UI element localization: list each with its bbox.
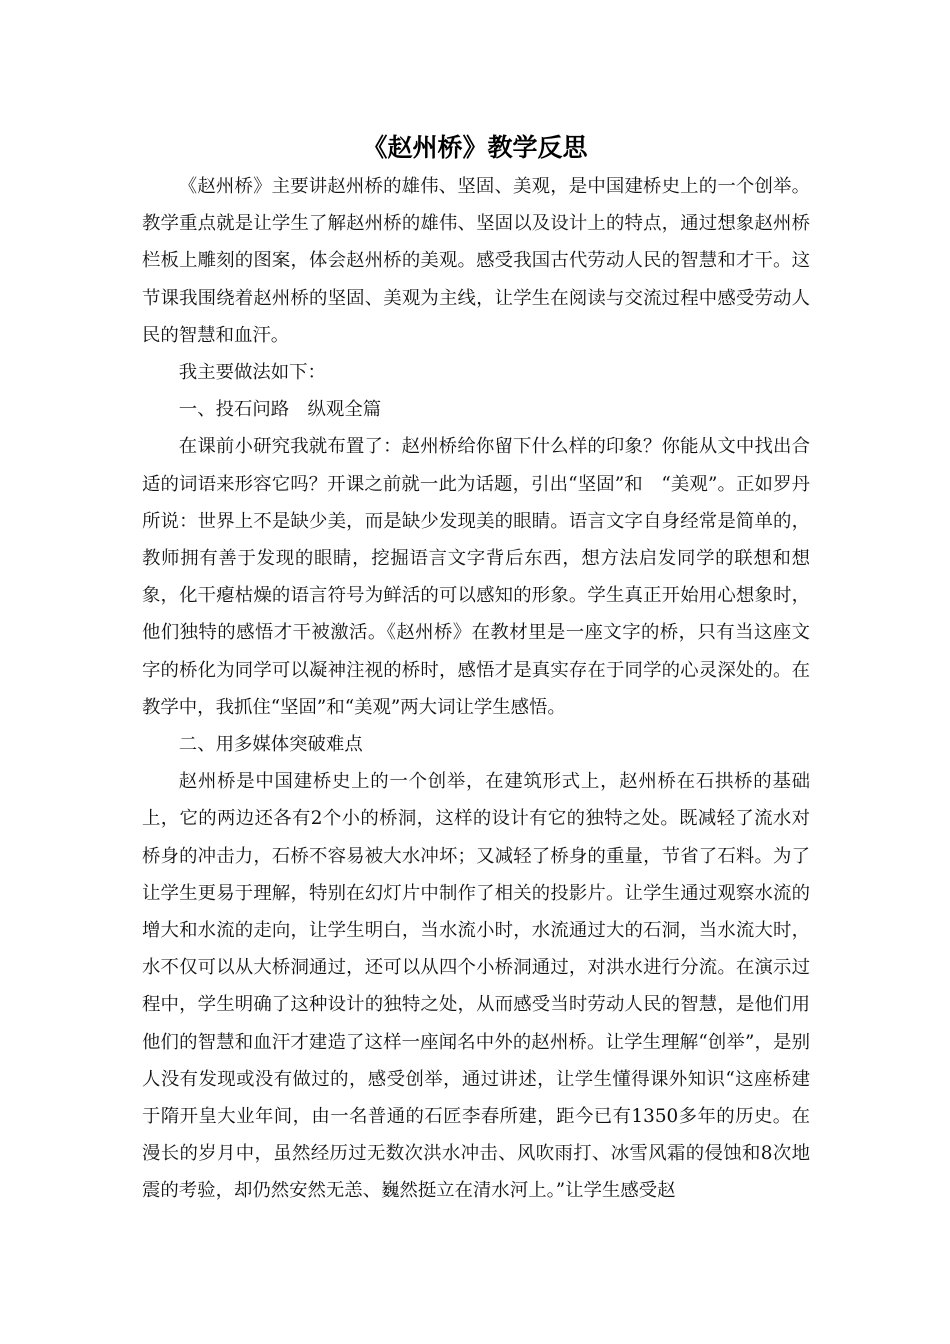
section-2-paragraph: 赵州桥是中国建桥史上的一个创举，在建筑形式上，赵州桥在石拱桥的基础上，它的两边还各有2个小的桥洞，这样的设计有它的独特之处。既减轻了流水对桥身的冲击力，石桥不容易被大水冲坏；又减轻了桥身的重量，节省了石料。为了让学生更易于理解，特别在幻灯片中制作了相关的投影片。让学生通过观察水流的增大和水流的走向，让学生明白，当水流小时，水流通过大的石洞，当水流大时，水不仅可以从大桥洞通过，还可以从四个小桥洞通过，对洪水进行分流。在演示过程中，学生明确了这种设计的独特之处，从而感受当时劳动人民的智慧，是他们用他们的智慧和血汗才建造了这样一座闻名中外的赵州桥。让学生理解“创举”，是别人没有发现或没有做过的，感受创举，通过讲述，让学生懂得课外知识“这座桥建于隋开皇大业年间，由一名普通的石匠李春所建，距今已有1350多年的历史。在漫长的岁月中，虽然经历过无数次洪水冲击、风吹雨打、冰雪风霜的侵蚀和8次地震的考验，却仍然安然无恙、巍然挺立在清水河上。”让学生感受赵 bbox=[142, 771, 810, 1202]
section-heading-2: 二、用多媒体突破难点 bbox=[178, 734, 363, 756]
intro-paragraph: 《赵州桥》主要讲赵州桥的雄伟、坚固、美观，是中国建桥史上的一个创举。教学重点就是让学生了解赵州桥的雄伟、坚固以及设计上的特点，通过想象赵州桥栏板上雕刻的图案，体会赵州桥的美观。感受我国古代劳动人民的智慧和才干。这节课我围绕着赵州桥的坚固、美观为主线，让学生在阅读与交流过程中感受劳动人民的智慧和血汗。 bbox=[142, 176, 810, 346]
document-body bbox=[142, 168, 810, 1210]
section-1-paragraph: 在课前小研究我就布置了：赵州桥给你留下什么样的印象？你能从文中找出合适的词语来形容它吗？开课之前就一此为话题，引出“坚固”和 “美观”。正如罗丹所说：世界上不是缺少美，而是缺少发现美的眼睛。语言文字自身经常是简单的，教师拥有善于发现的眼睛，挖掘语言文字背后东西，想方法启发同学的联想和想象，化干瘪枯燥的语言符号为鲜活的可以感知的形象。学生真正开始用心想象时，他们独特的感悟才干被激活。《赵州桥》在教材里是一座文字的桥，只有当这座文字的桥化为同学可以凝神注视的桥时，感悟才是真实存在于同学的心灵深处的。在教学中，我抓住“坚固”和“美观”两大词让学生感悟。 bbox=[142, 436, 810, 718]
document-title: 《赵州桥》教学反思 bbox=[362, 133, 588, 162]
methods-intro-paragraph: 我主要做法如下： bbox=[178, 362, 326, 384]
section-heading-1: 一、投石问路 纵观全篇 bbox=[178, 399, 382, 421]
